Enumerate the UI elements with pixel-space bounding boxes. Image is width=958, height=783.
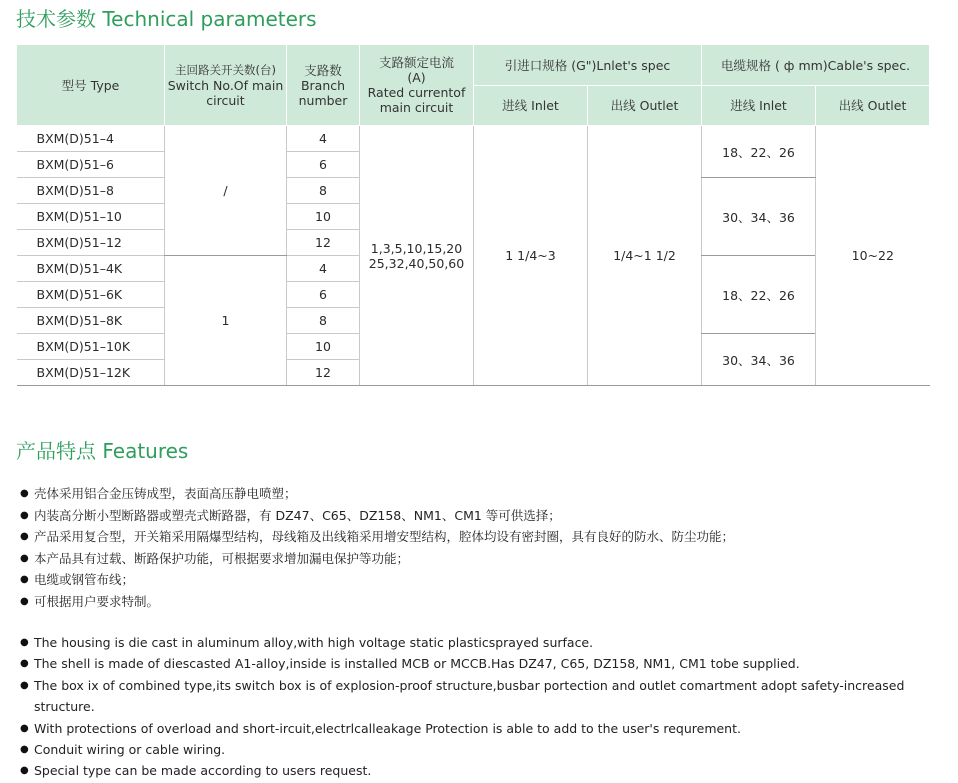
header-type: 型号 Type [17, 45, 165, 126]
header-branch-en: Branch number [298, 77, 348, 108]
cell-type: BXM(D)51–10 [17, 204, 165, 230]
cell-branch: 8 [287, 178, 360, 204]
cell-branch: 6 [287, 282, 360, 308]
list-item: ● 壳体采用铝合金压铸成型，表面高压静电喷塑； [20, 483, 734, 505]
header-cable-spec: 电缆规格 ( ф mm)Cable's spec. [702, 45, 930, 86]
cell-type: BXM(D)51–8 [17, 178, 165, 204]
header-inlet-inlet: 进线 Inlet [474, 86, 588, 126]
cell-inlet-outlet: 1/4~1 1/2 [588, 126, 702, 386]
list-item: ● Special type can be made according to users request. [20, 760, 934, 781]
cell-type: BXM(D)51–4 [17, 126, 165, 152]
features-list-chinese [20, 483, 734, 613]
list-item: ● 内装高分断小型断路器或塑壳式断路器，有 DZ47、C65、DZ158、NM1、CM1 等可供选择； [20, 505, 734, 527]
cell-branch: 4 [287, 126, 360, 152]
header-cable-inlet: 进线 Inlet [702, 86, 816, 126]
header-rated-current [360, 45, 474, 126]
list-item: ● The box ix of combined type,its switch box is of explosion-proof structure,busbar portection and outlet comartment adopt safety-increased structure. [20, 675, 934, 718]
cell-cable-inlet-group-2: 30、34、36 [702, 178, 816, 256]
header-inlet-spec: 引进口规格 (G")Lnlet's spec [474, 45, 702, 86]
cell-cable-inlet-group-1: 18、22、26 [702, 126, 816, 178]
list-item: ● With protections of overload and short-ircuit,electrlcalleakage Protection is able to add to the user's requrement. [20, 718, 934, 739]
technical-parameters-table [16, 44, 930, 386]
cell-type: BXM(D)51–6K [17, 282, 165, 308]
header-cable-outlet: 出线 Outlet [816, 86, 930, 126]
header-current-en: Rated currentof main circuit [367, 85, 466, 115]
list-item: ● The housing is die cast in aluminum alloy,with high voltage static plasticsprayed surface. [20, 632, 934, 653]
header-branch-cn: 支路数 [304, 62, 342, 78]
features-list-english [20, 632, 934, 782]
features-title: 产品特点 Features [16, 439, 189, 463]
table-row [17, 126, 930, 152]
list-item: ● 电缆或钢管布线； [20, 569, 734, 591]
cell-branch: 10 [287, 204, 360, 230]
cell-cable-inlet-group-4: 30、34、36 [702, 334, 816, 386]
cell-type: BXM(D)51–8K [17, 308, 165, 334]
cell-switch-group-1: / [165, 126, 287, 256]
cell-type: BXM(D)51–4K [17, 256, 165, 282]
header-current-unit: (A) [407, 70, 426, 85]
header-switch-cn: 主回路关开关数(台) [175, 62, 276, 77]
cell-branch: 12 [287, 360, 360, 386]
list-item: ● Conduit wiring or cable wiring. [20, 739, 934, 760]
cell-inlet-inlet: 1 1/4~3 [474, 126, 588, 386]
cell-type: BXM(D)51–10K [17, 334, 165, 360]
cell-type: BXM(D)51–6 [17, 152, 165, 178]
header-switch-en: Switch No.Of main circuit [167, 77, 284, 108]
header-inlet-outlet: 出线 Outlet [588, 86, 702, 126]
cell-branch: 6 [287, 152, 360, 178]
list-item: ● 本产品具有过载、断路保护功能，可根据要求增加漏电保护等功能； [20, 548, 734, 570]
cell-rated-current [360, 126, 474, 386]
cell-switch-group-2: 1 [165, 256, 287, 386]
header-current-cn: 支路额定电流 [378, 55, 454, 70]
current-line-2: 25,32,40,50,60 [368, 255, 465, 271]
cell-cable-outlet: 10~22 [816, 126, 930, 386]
list-item: ● The shell is made of diescasted A1-alloy,inside is installed MCB or MCCB.Has DZ47, C65, DZ158, NM1, CM1 tobe supplied. [20, 653, 934, 674]
cell-branch: 4 [287, 256, 360, 282]
cell-branch: 12 [287, 230, 360, 256]
current-line-1: 1,3,5,10,15,20 [370, 240, 463, 256]
header-switch-count [165, 45, 287, 126]
cell-branch: 10 [287, 334, 360, 360]
cell-type: BXM(D)51–12 [17, 230, 165, 256]
list-item: ● 产品采用复合型，开关箱采用隔爆型结构，母线箱及出线箱采用增安型结构，腔体均设有密封圈，具有良好的防水、防尘功能； [20, 526, 734, 548]
cell-type: BXM(D)51–12K [17, 360, 165, 386]
cell-cable-inlet-group-3: 18、22、26 [702, 256, 816, 334]
technical-parameters-title: 技术参数 Technical parameters [16, 7, 317, 31]
cell-branch: 8 [287, 308, 360, 334]
list-item: ● 可根据用户要求特制。 [20, 591, 734, 613]
header-branch-number [287, 45, 360, 126]
